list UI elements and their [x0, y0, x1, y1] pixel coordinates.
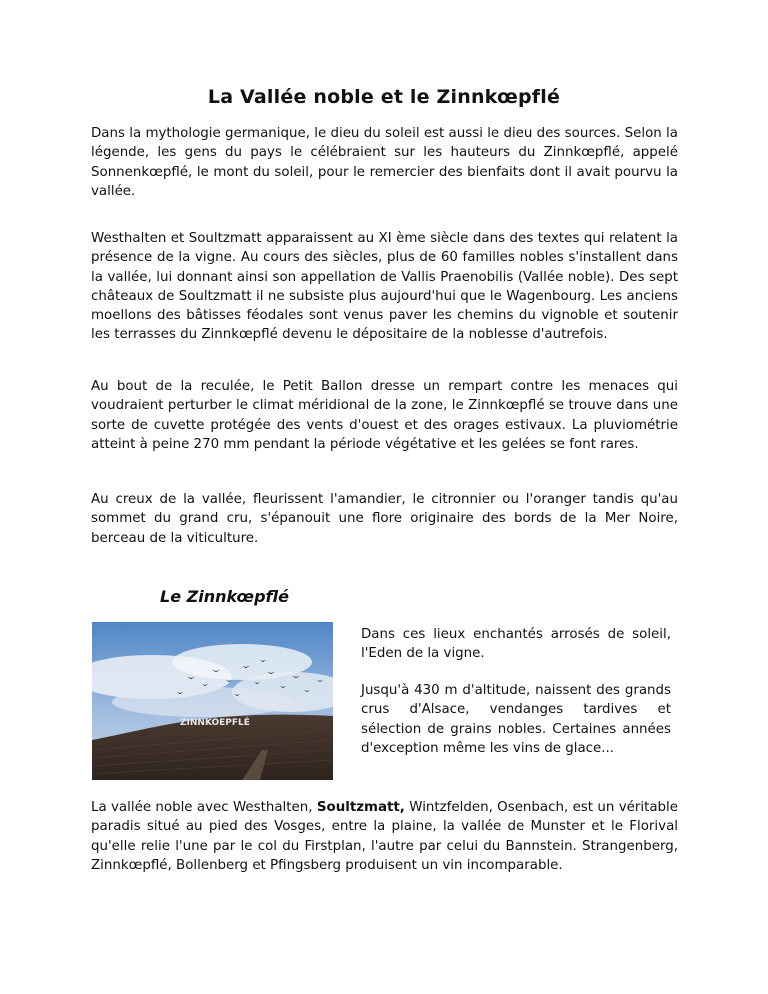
side-paragraph-altitude: Jusqu'à 430 m d'altitude, naissent des grands crus d'Alsace, vendanges tardives et sélection de grains nobles. Certaines années d'exception même les vins de glace... [361, 683, 671, 756]
paragraph-final [91, 798, 678, 875]
paragraph-climate: Au bout de la reculée, le Petit Ballon dresse un rempart contre les menaces qui voudraient perturber le climat méridional de la zone, le Zinnkœpflé se trouve dans une sorte de cuvette protégée des vents d'ouest et des orages estivaux. La pluviométrie atteint à peine 270 mm pendant la période végétative et les gelées se font rares. [91, 379, 678, 452]
side-paragraph-eden: Dans ces lieux enchantés arrosés de soleil, l'Eden de la vigne. [361, 627, 671, 662]
paragraph-flora: Au creux de la vallée, fleurissent l'amandier, le citronnier ou l'oranger tandis qu'au sommet du grand cru, s'épanouit une flore originaire des bords de la Mer Noire, berceau de la viticulture. [91, 492, 678, 546]
final-text-after: Wintzfelden, Osenbach, est un véritable paradis situé au pied des Vosges, entre la plaine, la vallée de Munster et le Florival qu'elle relie l'une par le col du Firstplan, l'autre par celui du Bannstein. Strangenberg, Zinnkœpflé, Bollenberg et Pfingsberg produisent un vin incomparable. [91, 800, 678, 873]
final-text-bold: Soultzmatt, [316, 800, 405, 815]
paragraph-mythology: Dans la mythologie germanique, le dieu du soleil est aussi le dieu des sources. Selon la légende, les gens du pays le célébraient sur les hauteurs du Zinnkœpflé, appelé Sonnenkœpflé, le mont du soleil, pour le remercier des bienfaits dont il avait pourvu la vallée. [91, 126, 678, 199]
sign-text: ZINNKOEPFLÉ [180, 718, 250, 728]
final-text-before: La vallée noble avec Westhalten, [91, 800, 317, 815]
paragraph-history: Westhalten et Soultzmatt apparaissent au XI ème siècle dans des textes qui relatent la présence de la vigne. Au cours des siècles, plus de 60 familles nobles s'installent dans la vallée, lui donnant ainsi son appellation de Vallis Praenobilis (Vallée noble). Des sept châteaux de Soultzmatt il ne subsiste plus aujourd'hui que le Wagenbourg. Les anciens moellons des bâtisses féodales sont venus paver les chemins du vignoble et soutenir les terrasses du Zinnkœpflé devenu le dépositaire de la noblesse d'autrefois. [91, 231, 678, 343]
section-subtitle: Le Zinnkœpflé [160, 587, 289, 606]
page-title: La Vallée noble et le Zinnkœpflé [207, 86, 561, 108]
vineyard-photo [92, 622, 333, 780]
